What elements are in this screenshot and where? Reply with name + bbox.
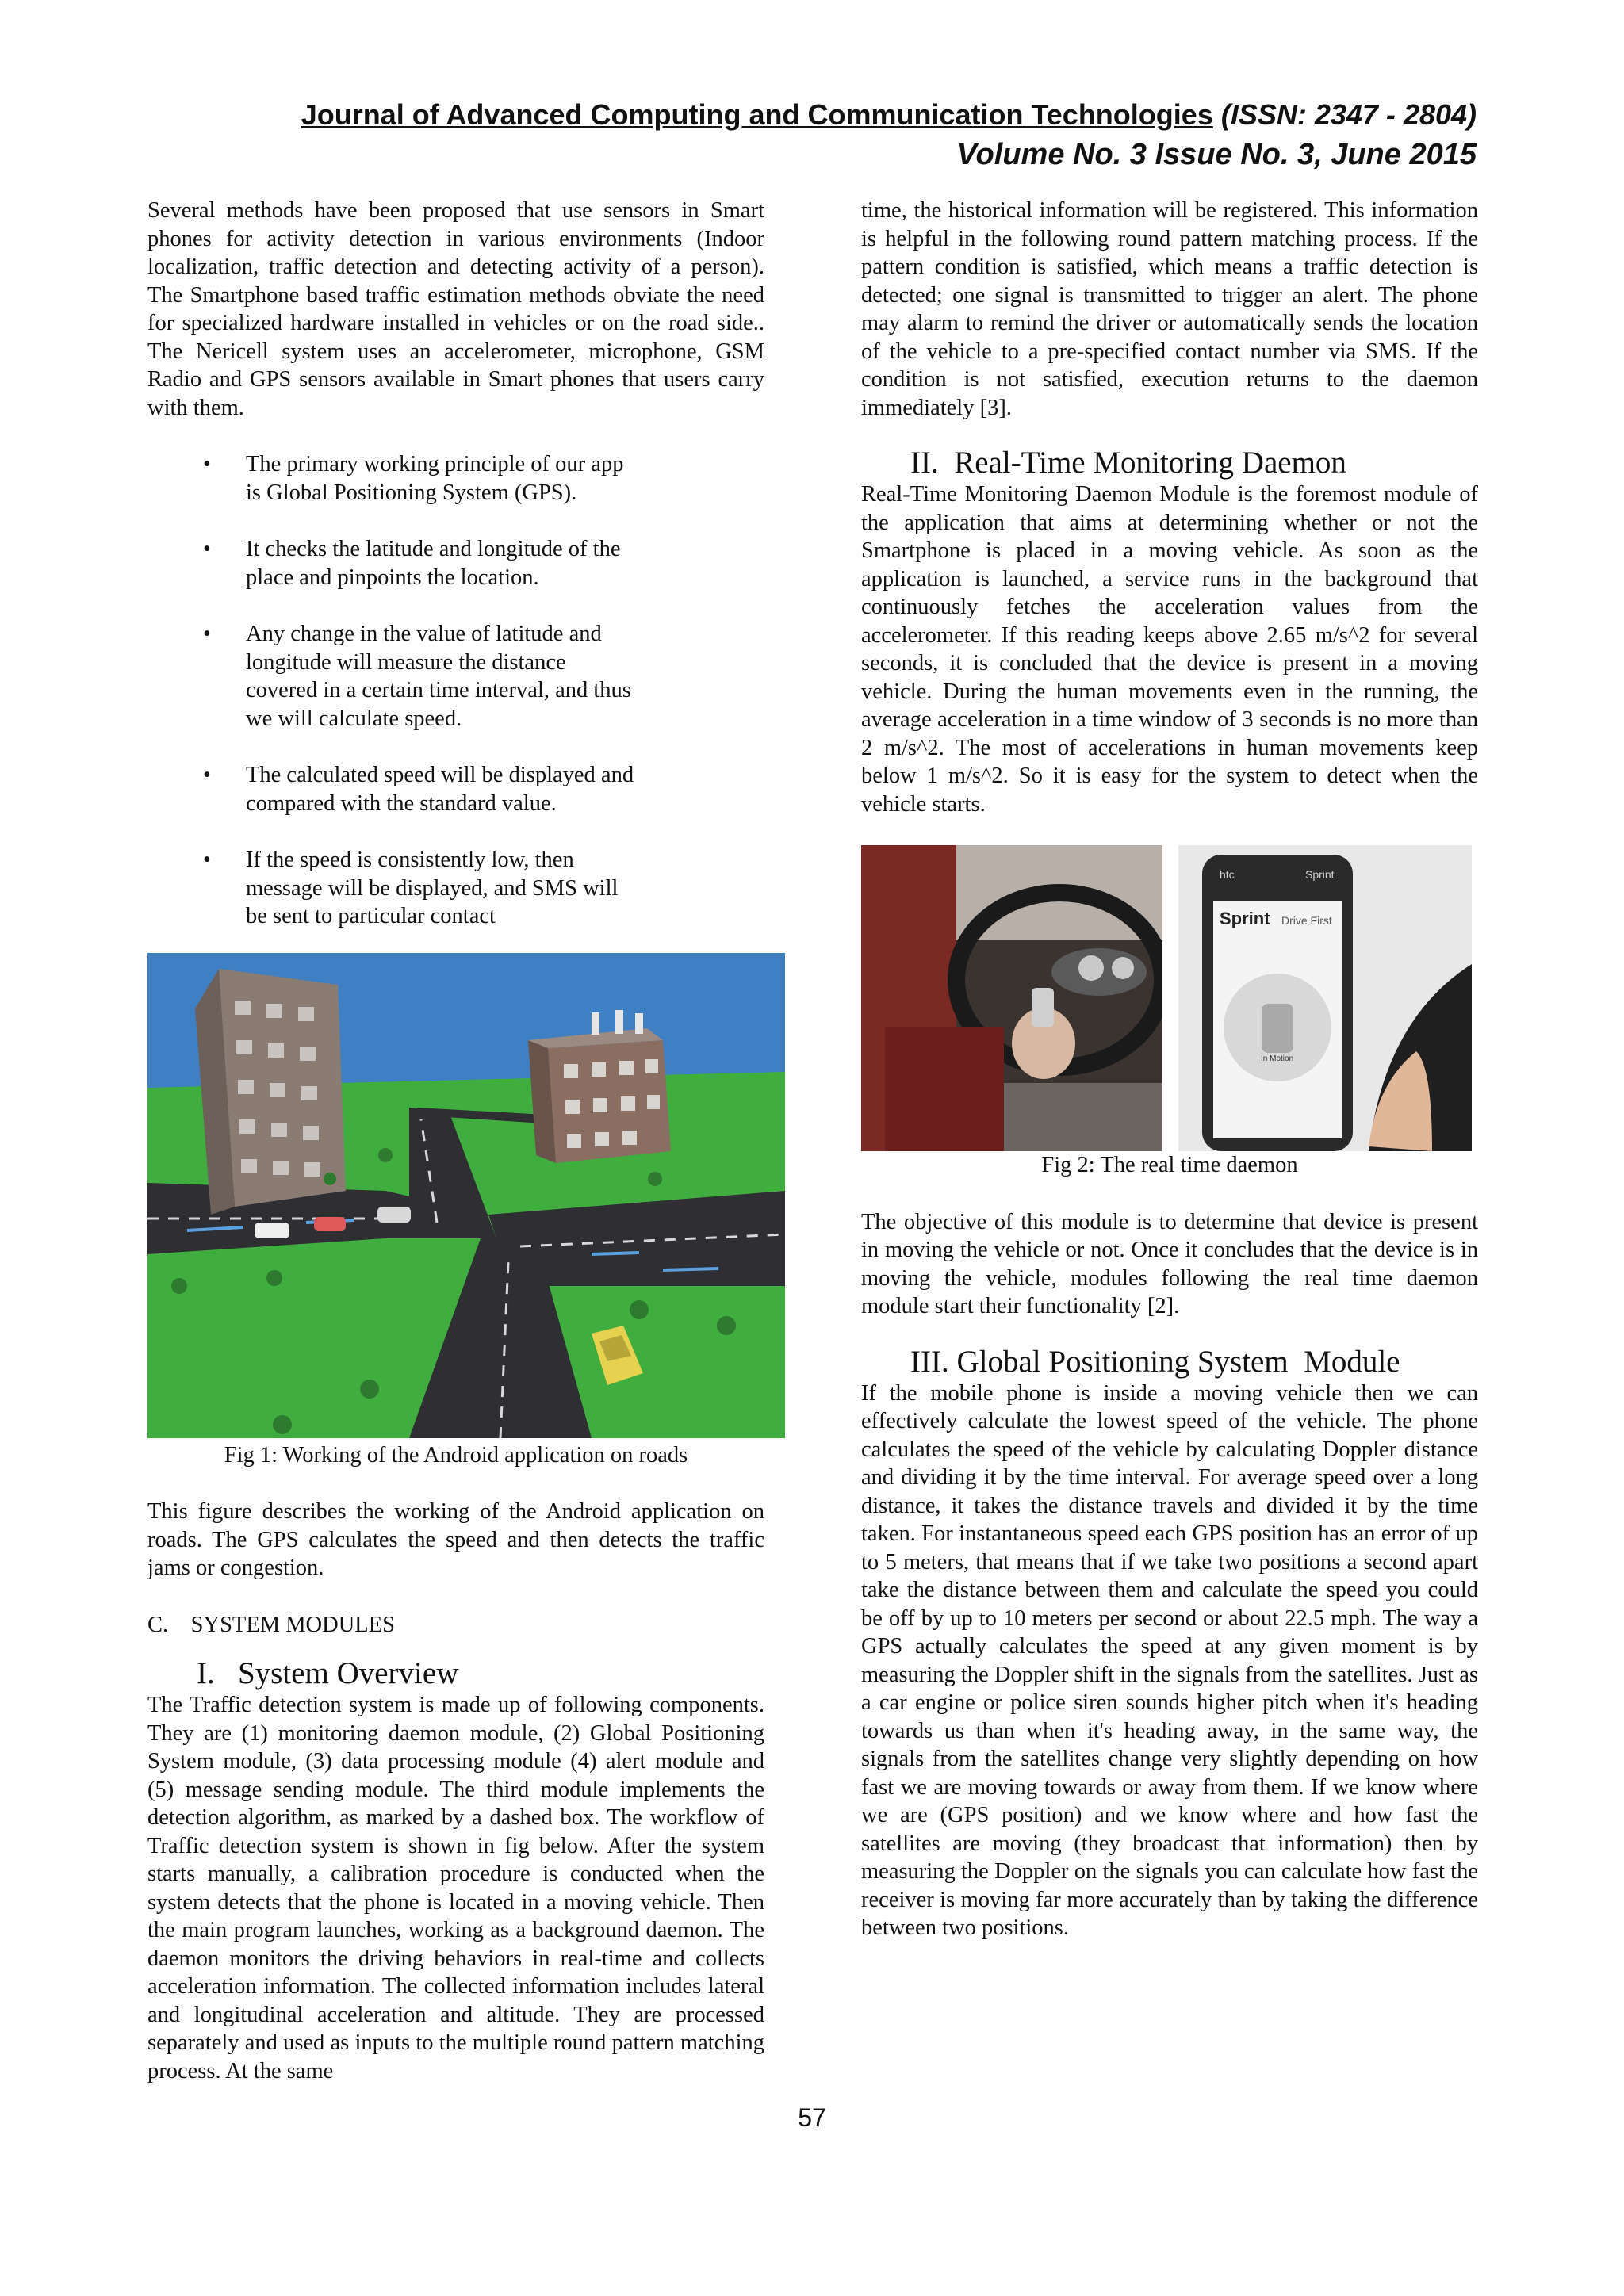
journal-issn: (ISSN: 2347 - 2804) [1220, 98, 1477, 131]
right-column [861, 197, 1478, 1942]
phone-carrier-text: Sprint [1305, 868, 1335, 881]
section-3-text: If the mobile phone is inside a moving vehicle then we can effectively calculate the lowest speed of the vehicle. The phone calculates the speed of the vehicle by calculating Doppler distance and dividing it by the time interval. For average speed over a long distance, it takes the distance travels and divided it by the time taken. For instantaneous speed each GPS position has an error of up to 5 meters, that means that if we take two positions a second apart take the distance between them and calculate the speed you could be off by up to 10 meters per second or about 22.5 mph. The way a GPS actually calculates the speed at any given moment is by measuring the Doppler shift in the signals from the satellites. Just as a car engine or police siren sounds higher pitch when it's heading towards us than when it's heading away, in the same way, the signals from the satellites change very slightly depending on how fast we are moving towards or away from them. If we know where we are (GPS position) and we know where and how fast the satellites are moving (they broadcast that information) then by measuring the Doppler on the signals you can calculate how fast the receiver is moving far more accurately than by taking the difference between two positions. [861, 1380, 1478, 1940]
sprint-label: Sprint [1220, 909, 1270, 928]
section-3-heading: III. Global Positioning System Module [910, 1344, 1400, 1379]
journal-header [301, 98, 1477, 132]
figure-1-description: This figure describes the working of the Android application on roads. The GPS calculates the speed and then detects the traffic jams or congestion. [147, 1499, 764, 1580]
bullet-icon: • [203, 622, 211, 646]
journal-volume: Volume No. 3 Issue No. 3, June 2015 [956, 138, 1477, 171]
real-time-daemon-photo [861, 845, 1472, 1151]
section-2-text: Real-Time Monitoring Daemon Module is the foremost module of the application that aims at determining whether or not the Smartphone is placed in a moving vehicle. As soon as the application is launched, a service runs in the background that continuously fetches the acceleration values from the accelerometer. If this reading keeps above 2.65 m/s^2 for several seconds, it is concluded that the device is present in a moving vehicle. During the human movements even in the running, the average acceleration in a time window of 3 seconds is no more than 2 m/s^2. The most of accelerations in human movements keep below 1 m/s^2. So it is easy for the system to detect when the vehicle starts. [861, 482, 1478, 817]
bullet-item: • The calculated speed will be displayed and compared with the standard value. [203, 763, 634, 816]
bullet-item: • If the speed is consistently low, then message will be displayed, and SMS will be sent to particular contact [203, 848, 619, 928]
section-2-heading: II. Real-Time Monitoring Daemon [910, 446, 1346, 480]
figure-2-photo [861, 845, 1472, 1151]
bullet-icon: • [203, 848, 211, 872]
bullet-icon: • [203, 452, 211, 476]
figure-2-caption: Fig 2: The real time daemon [1041, 1153, 1298, 1177]
left-column [147, 197, 764, 2085]
figure-1-road-scene [147, 953, 785, 1438]
continued-paragraph: time, the historical information will be registered. This information is helpful in the following round pattern matching process. If the pattern condition is satisfied, which means a traffic detection is detected; one signal is transmitted to trigger an alert. The phone may alarm to remind the driver or automatically sends the location of the vehicle to a pre-specified contact number via SMS. If the condition is not satisfied, execution returns to the daemon immediately [3]. [861, 198, 1478, 420]
section-1-heading: I. System Overview [197, 1656, 459, 1690]
section-1-text: The Traffic detection system is made up of following components. They are (1) monitoring daemon module, (2) Global Positioning System module, (3) data processing module (4) alert module and (5) message sending module. The third module implements the detection algorithm, as marked by a dashed box. The workflow of Traffic detection system is shown in fig below. After the system starts manually, a calibration procedure is conducted when the system detects that the phone is located in a moving vehicle. Then the main program launches, working as a background daemon. The daemon monitors the driving behaviors in real-time and collects acceleration information. The collected information includes lateral and longitudinal acceleration and altitude. They are processed separately and used as inputs to the multiple round pattern matching process. At the same [147, 1693, 764, 2084]
drive-first-label: Drive First [1281, 914, 1332, 927]
subsection-heading: C. SYSTEM MODULES [147, 1612, 395, 1637]
journal-title: Journal of Advanced Computing and Communication Technologies [301, 98, 1213, 131]
bullet-icon: • [203, 763, 211, 787]
figure-2-description: The objective of this module is to determine that device is present in moving the vehicle or not. Once it concludes that the device is in moving the vehicle, modules following the real time daemon module start their functionality [2]. [861, 1209, 1478, 1318]
bullet-list [147, 450, 764, 931]
bullet-icon: • [203, 537, 211, 561]
in-motion-label: In Motion [1261, 1054, 1294, 1063]
figure-1-caption: Fig 1: Working of the Android application on roads [224, 1442, 688, 1468]
page-number: 57 [798, 2103, 826, 2132]
bullet-item: • The primary working principle of our app is Global Positioning System (GPS). [203, 452, 624, 505]
intro-paragraph: Several methods have been proposed that use sensors in Smart phones for activity detection in various environments (Indoor localization, traffic detection and detecting activity of a person). The Smartphone based traffic estimation methods obviate the need for specialized hardware installed in vehicles or on the road side.. The Nericell system uses an accelerometer, microphone, GSM Radio and GPS sensors available in Smart phones that users carry with them. [147, 198, 764, 420]
bullet-item: • Any change in the value of latitude and longitude will measure the distance covered in a certain time interval, and thus we will calculate speed. [203, 622, 631, 731]
bullet-item: • It checks the latitude and longitude of the place and pinpoints the location. [203, 537, 621, 590]
road-scene-illustration [147, 953, 785, 1438]
phone-brand-text: htc [1220, 868, 1235, 881]
